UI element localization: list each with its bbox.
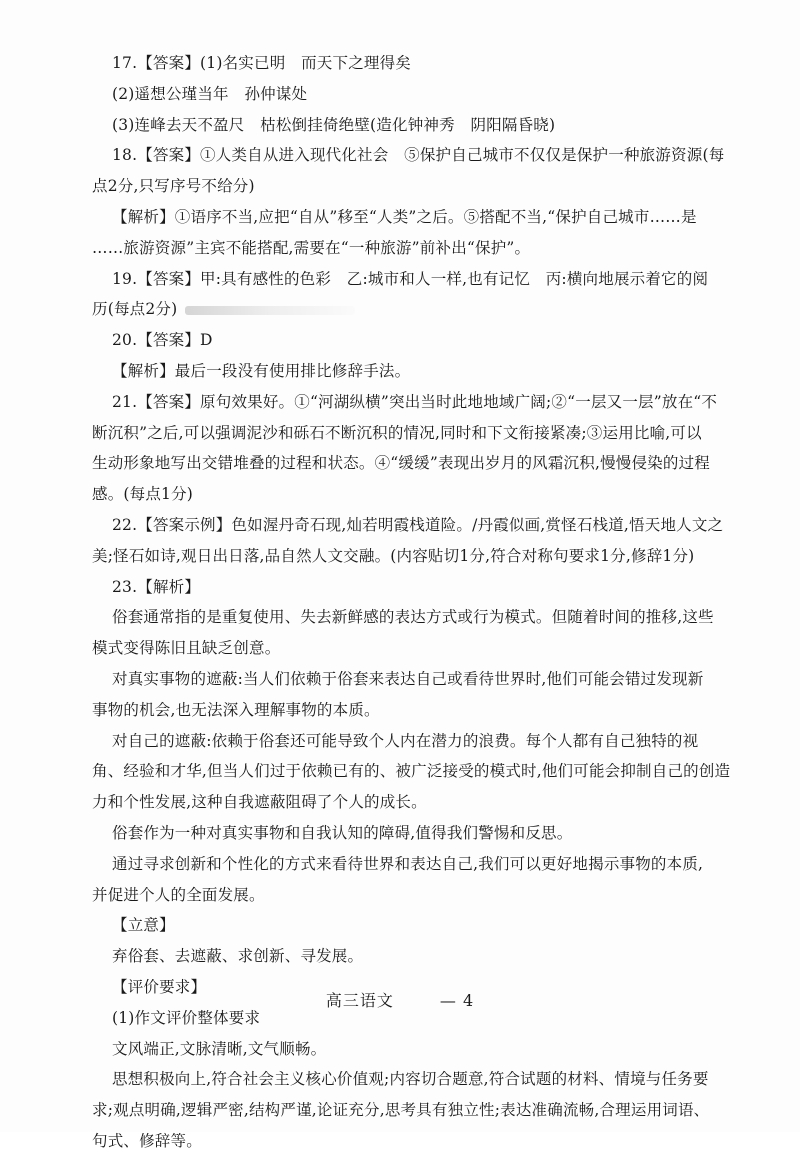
text-line	[92, 726, 724, 757]
text-line-content: 对自己的遮蔽:依赖于俗套还可能导致个人内在潜力的浪费。每个人都有自己独特的视	[112, 731, 699, 750]
text-line	[92, 1064, 724, 1095]
text-line-content: 文风端正,文脉清晰,文气顺畅。	[112, 1039, 327, 1058]
text-line	[92, 418, 724, 449]
text-line-content: 历(每点2分)	[92, 300, 178, 319]
text-line	[92, 633, 724, 664]
text-line	[92, 356, 724, 387]
text-line-content: 角、经验和才华,但当人们过于依赖已有的、被广泛接受的模式时,他们可能会抑制自己的创造	[92, 762, 731, 781]
text-line	[92, 695, 724, 726]
text-line-content: 并促进个人的全面发展。	[92, 885, 265, 904]
text-line-content: 感。(每点1分)	[92, 485, 194, 504]
text-line	[92, 79, 724, 110]
text-line	[92, 202, 724, 233]
text-line	[92, 325, 724, 356]
text-line-content: 20.【答案】D	[112, 331, 213, 350]
text-line	[92, 264, 724, 295]
text-line	[92, 572, 724, 603]
text-line	[92, 941, 724, 972]
text-line	[92, 849, 724, 880]
text-line-content: 【立意】	[112, 916, 175, 935]
text-line-content: 断沉积”之后,可以强调泥沙和砾石不断沉积的情况,同时和下文衔接紧凑;③运用比喻,可以	[92, 423, 702, 442]
text-line-content: 【解析】最后一段没有使用排比修辞手法。	[112, 361, 411, 380]
text-line-content: 求;观点明确,逻辑严密,结构严谨,论证充分,思考具有独立性;表达准确流畅,合理运用词语、	[92, 1101, 710, 1120]
text-line	[92, 541, 724, 572]
text-line	[92, 1034, 724, 1065]
text-line-content: (1)作文评价整体要求	[112, 1008, 261, 1027]
footer-page-number: — 4	[439, 991, 475, 1010]
text-line	[92, 787, 724, 818]
text-line-content: 弃俗套、去遮蔽、求创新、寻发展。	[112, 947, 364, 966]
text-line-content: (2)遥想公瑾当年 孙仲谋处	[112, 84, 308, 103]
text-line	[92, 387, 724, 418]
text-line-content: 俗套通常指的是重复使用、失去新鲜感的表达方式或行为模式。但随着时间的推移,这些	[112, 608, 714, 627]
text-line-content: 模式变得陈旧且缺乏创意。	[92, 639, 281, 658]
text-line	[92, 448, 724, 479]
text-line	[92, 48, 724, 79]
text-line	[92, 818, 724, 849]
text-line	[92, 294, 724, 325]
text-line-content: 21.【答案】原句效果好。①“河湖纵横”突出当时此地地域广阔;②“一层又一层”放在“不	[112, 392, 718, 411]
text-line	[92, 664, 724, 695]
text-line-content: 23.【解析】	[112, 577, 201, 596]
text-line	[92, 880, 724, 911]
footer-subject: 高三语文	[325, 991, 394, 1010]
text-line	[92, 1126, 724, 1157]
text-line-content: 通过寻求创新和个性化的方式来看待世界和表达自己,我们可以更好地揭示事物的本质,	[112, 854, 704, 873]
text-line-content: ……旅游资源”主宾不能搭配,需要在“一种旅游”前补出“保护”。	[92, 238, 531, 257]
text-line-content: 对真实事物的遮蔽:当人们依赖于俗套来表达自己或看待世界时,他们可能会错过发现新	[112, 669, 704, 688]
text-line-content: 生动形象地写出交错堆叠的过程和状态。④“缓缓”表现出岁月的风霜沉积,慢慢侵染的过程	[92, 454, 710, 473]
text-line-content: 17.【答案】(1)名实已明 而天下之理得矣	[112, 54, 412, 72]
text-line	[92, 510, 724, 541]
text-line-content: 思想积极向上,符合社会主义核心价值观;内容切合题意,符合试题的材料、情境与任务要	[112, 1070, 709, 1089]
text-line	[92, 171, 724, 202]
text-line-content: 点2分,只写序号不给分)	[92, 177, 255, 196]
text-line-content: (3)连峰去天不盈尺 枯松倒挂倚绝壁(造化钟神秀 阴阳隔昏晓)	[112, 115, 556, 134]
text-line-content: 力和个性发展,这种自我遮蔽阻碍了个人的成长。	[92, 793, 427, 812]
text-line	[92, 110, 724, 141]
text-line-content: 事物的机会,也无法深入理解事物的本质。	[92, 700, 380, 719]
text-line-content: 19.【答案】甲:具有感性的色彩 乙:城市和人一样,也有记忆 丙:横向地展示着它的阅	[112, 269, 709, 288]
text-line	[92, 910, 724, 941]
text-line-content: 句式、修辞等。	[92, 1131, 202, 1150]
text-line	[92, 479, 724, 510]
text-line-content: 【评价要求】	[112, 977, 207, 996]
text-line	[92, 602, 724, 633]
page-footer	[0, 988, 800, 1011]
scan-smudge	[185, 306, 355, 315]
text-line-content: 18.【答案】①人类自从进入现代化社会 ⑤保护自己城市不仅仅是保护一种旅游资源(每	[112, 146, 725, 165]
text-line-content: 俗套作为一种对真实事物和自我认知的障碍,值得我们警惕和反思。	[112, 823, 573, 842]
text-line-content: 22.【答案示例】色如渥丹奇石现,灿若明霞栈道险。/丹霞似画,赏怪石栈道,悟天地人文之	[112, 515, 724, 534]
text-line	[92, 1095, 724, 1126]
text-line	[92, 233, 724, 264]
text-line-content: 【解析】①语序不当,应把“自从”移至“人类”之后。⑤搭配不当,“保护自己城市……是	[112, 207, 697, 226]
text-line	[92, 140, 724, 171]
text-line	[92, 756, 731, 787]
text-line-content: 美;怪石如诗,观日出日落,品自然人文交融。(内容贴切1分,符合对称句要求1分,修辞1分)	[92, 546, 695, 565]
